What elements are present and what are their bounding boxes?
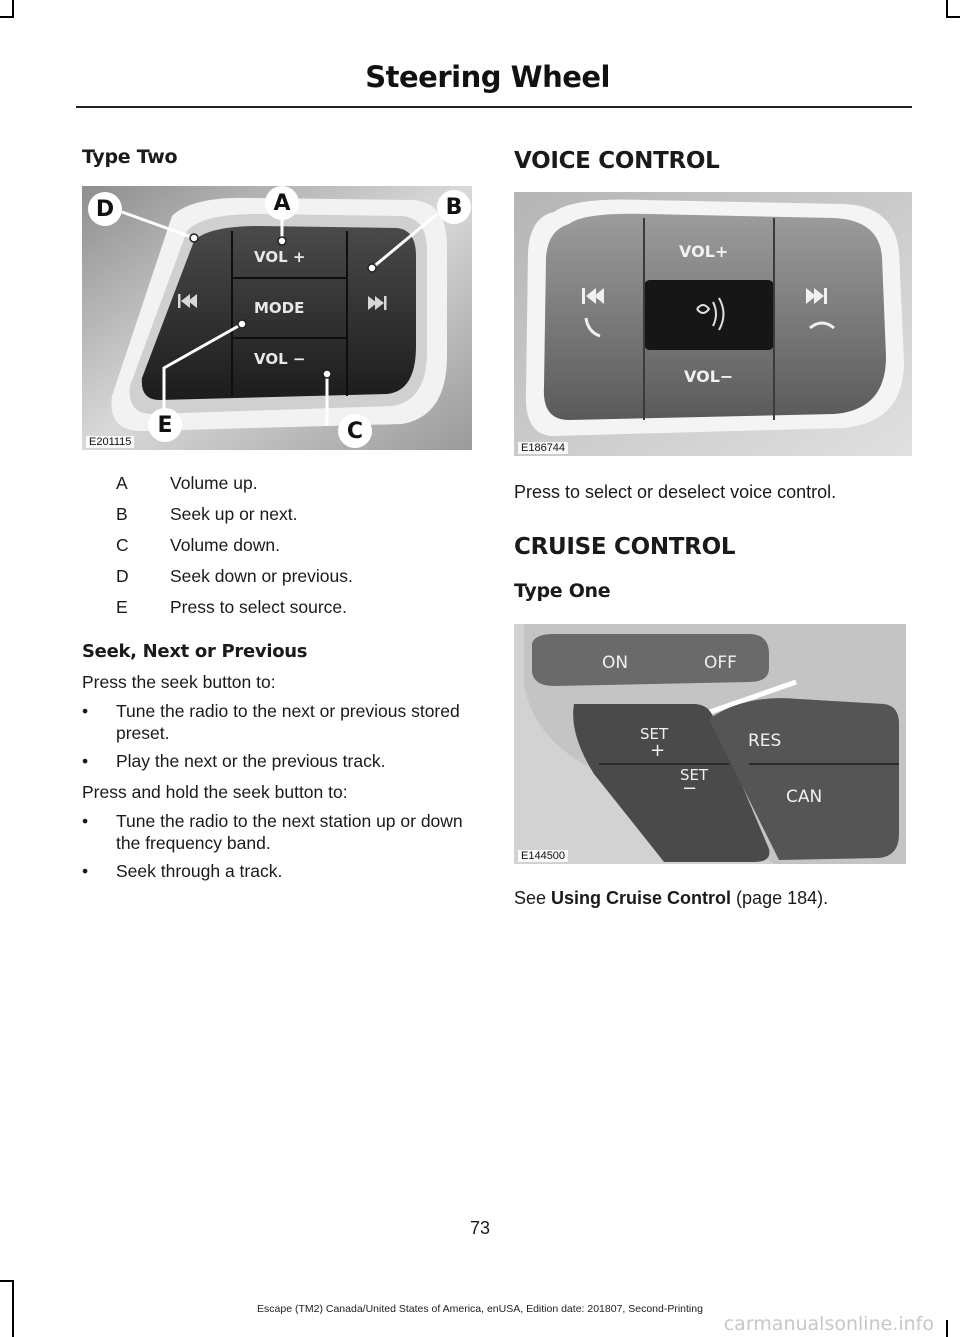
res-label: RES	[748, 731, 782, 751]
crop-mark	[0, 1280, 14, 1282]
legend-text: Volume up.	[170, 473, 258, 493]
callout-d: D	[88, 192, 122, 226]
vol-down-label: VOL −	[254, 350, 306, 368]
vol-up-label: VOL+	[679, 242, 729, 261]
figure-code: E201115	[86, 436, 134, 448]
list-item: • Seek through a track.	[82, 860, 472, 882]
list-item: • Tune the radio to the next or previous stored preset.	[82, 700, 472, 744]
see-prefix: See	[514, 888, 552, 908]
steering-controls-illustration	[82, 186, 472, 450]
voice-control-text: Press to select or deselect voice control.	[514, 482, 837, 502]
right-column	[514, 140, 914, 910]
legend-text: Volume down.	[170, 535, 280, 555]
press-intro: Press the seek button to:	[82, 672, 276, 692]
set-minus-label: SET	[680, 766, 709, 784]
seek-heading: Seek, Next or Previous	[82, 641, 308, 662]
mode-label: MODE	[254, 299, 305, 317]
legend-key: E	[116, 597, 128, 617]
page-title: Steering Wheel	[365, 60, 610, 94]
crop-mark	[946, 16, 960, 18]
hold-list	[82, 810, 472, 882]
hold-intro: Press and hold the seek button to:	[82, 782, 348, 802]
callout-e: E	[148, 408, 182, 442]
voice-control-heading: VOICE CONTROL	[514, 148, 720, 174]
crop-mark	[0, 16, 14, 18]
figure-code: E144500	[518, 850, 568, 862]
legend-text: Press to select source.	[170, 597, 348, 617]
left-column	[82, 140, 472, 882]
can-label: CAN	[786, 787, 823, 807]
on-label: ON	[602, 653, 629, 673]
cruise-see-reference	[514, 886, 914, 910]
figure-code: E186744	[518, 442, 568, 454]
voice-control-illustration	[514, 192, 912, 456]
cruise-control-illustration	[514, 624, 906, 864]
list-item: • Tune the radio to the next station up or down the frequency band.	[82, 810, 472, 854]
legend-text: Seek down or previous.	[170, 566, 353, 586]
legend-row	[82, 468, 472, 499]
type-two-heading: Type Two	[82, 146, 178, 168]
legend-row	[82, 561, 472, 592]
see-suffix: (page 184).	[731, 888, 829, 908]
page-number: 73	[469, 1218, 491, 1238]
legend-text: Seek up or next.	[170, 504, 298, 524]
cruise-control-heading: CRUISE CONTROL	[514, 534, 736, 560]
off-label: OFF	[704, 653, 737, 673]
steering-controls-figure	[82, 186, 472, 450]
legend-row	[82, 530, 472, 561]
header-rule	[76, 106, 912, 108]
plus-icon: +	[650, 740, 666, 761]
legend-key: A	[116, 473, 128, 493]
vol-down-label: VOL−	[684, 367, 734, 386]
cruise-control-figure	[514, 624, 906, 864]
callout-legend	[82, 468, 472, 623]
minus-icon: −	[682, 778, 698, 799]
legend-row	[82, 592, 472, 623]
legend-row	[82, 499, 472, 530]
callout-a: A	[265, 186, 299, 220]
vol-up-label: VOL +	[254, 248, 306, 266]
legend-key: D	[116, 566, 129, 586]
crop-mark	[946, 1320, 948, 1337]
voice-button	[644, 280, 774, 350]
callout-b: B	[437, 190, 471, 224]
legend-key: B	[116, 504, 128, 524]
crop-mark	[12, 0, 14, 16]
edition-info: Escape (TM2) Canada/United States of America, enUSA, Edition date: 201807, Second-Printing	[257, 1303, 703, 1315]
watermark: carmanualsonline.info	[723, 1313, 934, 1335]
callout-c: C	[338, 414, 372, 448]
type-one-heading: Type One	[514, 580, 611, 602]
cross-reference-link[interactable]: Using Cruise Control	[551, 888, 732, 908]
voice-control-figure	[514, 192, 912, 456]
list-item: • Play the next or the previous track.	[82, 750, 472, 772]
press-list	[82, 700, 472, 772]
set-plus-label: SET	[640, 725, 669, 743]
crop-mark	[946, 0, 948, 16]
legend-key: C	[116, 535, 129, 555]
